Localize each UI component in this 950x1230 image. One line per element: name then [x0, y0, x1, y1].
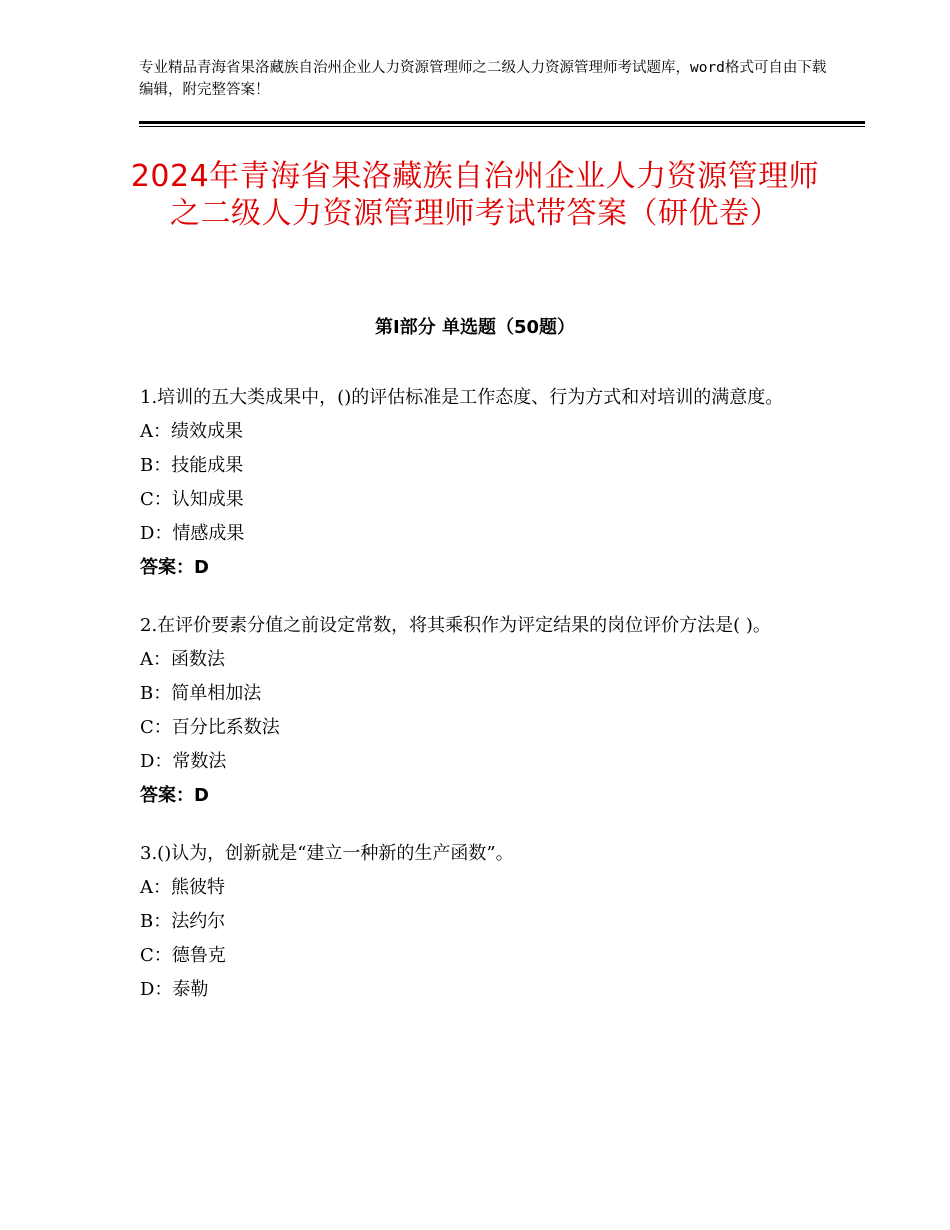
- option-d: D：常数法: [140, 751, 227, 772]
- option-b: B：法约尔: [140, 911, 226, 932]
- header-rule-thin: [139, 126, 865, 127]
- question-list: [140, 381, 810, 1031]
- option-d: D：情感成果: [140, 523, 245, 544]
- option-a: A：熊彼特: [140, 877, 225, 898]
- option-c: C：认知成果: [140, 489, 244, 510]
- question-2: [140, 609, 810, 813]
- option-b: B：技能成果: [140, 455, 244, 476]
- section-heading: 第Ⅰ部分 单选题（50题）: [374, 317, 575, 338]
- answer: 答案：D: [140, 785, 209, 806]
- header-rule-thick: [139, 121, 865, 124]
- option-c: C：百分比系数法: [140, 717, 280, 738]
- question-stem: 1.培训的五大类成果中，()的评估标准是工作态度、行为方式和对培训的满意度。: [140, 387, 784, 408]
- question-stem: 3.()认为，创新就是“建立一种新的生产函数”。: [140, 843, 514, 864]
- document-title: 2024年青海省果洛藏族自治州企业人力资源管理师之二级人力资源管理师考试带答案（研优卷）: [130, 159, 820, 231]
- option-b: B：简单相加法: [140, 683, 262, 704]
- answer: 答案：D: [140, 557, 209, 578]
- option-d: D：泰勒: [140, 979, 209, 1000]
- option-a: A：绩效成果: [140, 421, 243, 442]
- option-c: C：德鲁克: [140, 945, 226, 966]
- option-a: A：函数法: [140, 649, 225, 670]
- header-note: 专业精品青海省果洛藏族自治州企业人力资源管理师之二级人力资源管理师考试题库，word格式可自由下载编辑，附完整答案！: [139, 60, 827, 98]
- question-stem: 2.在评价要素分值之前设定常数，将其乘积作为评定结果的岗位评价方法是( )。: [140, 615, 771, 636]
- question-3: [140, 837, 810, 1007]
- question-1: [140, 381, 810, 585]
